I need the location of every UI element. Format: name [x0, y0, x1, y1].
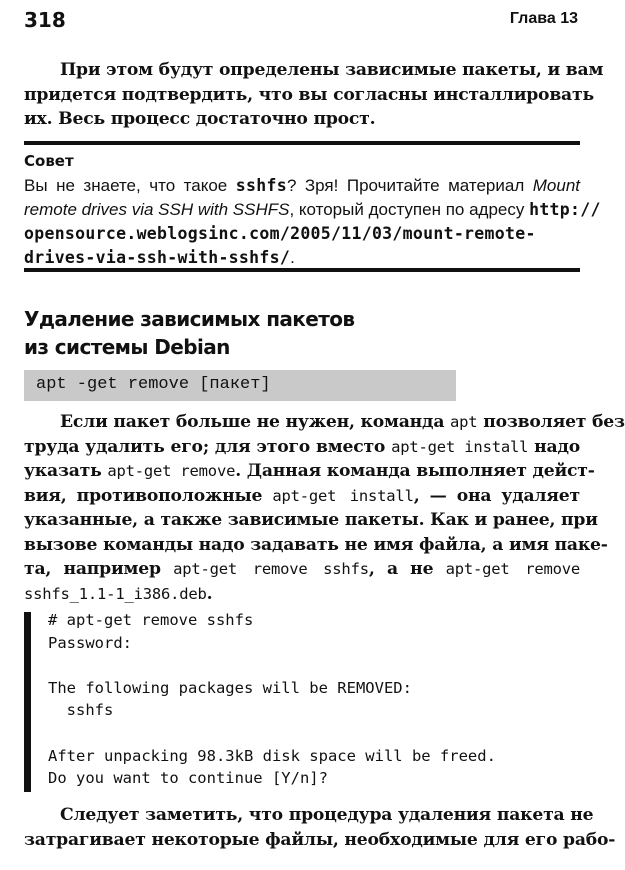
text-line: [24, 58, 604, 83]
terminal-line: # apt-get remove sshfs: [48, 611, 254, 629]
text-fragment: .: [206, 583, 213, 604]
text-fragment: Вы не знаете, что такое: [24, 176, 236, 195]
text-line: [24, 198, 601, 222]
text-fragment: труда удалить его; для этого вместо: [24, 436, 392, 457]
terminal-line: Password:: [48, 633, 132, 652]
code-fragment: apt-get install: [391, 437, 529, 456]
code-fragment: apt-get remove: [445, 560, 580, 578]
text-line: [24, 459, 595, 484]
code-fragment: drives-via-ssh-with-sshfs/: [24, 248, 291, 267]
code-fragment: apt-get remove sshfs: [173, 560, 369, 578]
text-line: [24, 435, 580, 460]
text-fragment: Если пакет больше не нужен, команда: [60, 412, 451, 432]
terminal-line: [48, 722, 496, 745]
text-line: [24, 83, 594, 108]
command-syntax: apt -get remove [пакет]: [36, 375, 271, 394]
page-number: 318: [24, 8, 66, 32]
text-line: [24, 508, 598, 533]
code-fragment: apt-get remove: [107, 462, 236, 480]
text-line: [24, 582, 580, 607]
text-line: [24, 557, 580, 582]
terminal-line: [48, 654, 496, 677]
text-fragment: надо: [528, 436, 580, 457]
terminal-line: The following packages will be REMOVED:: [48, 678, 412, 697]
text-fragment: затрагивает некоторые файлы, необходимые для его рабо-: [24, 829, 616, 850]
terminal-output: [48, 609, 496, 790]
code-fragment: sshfs_1.1-1_i386.deb: [24, 584, 207, 603]
text-fragment: . Данная команда выполняет дейст-: [235, 461, 595, 481]
text-line: [24, 410, 625, 435]
text-fragment: , — она удаляет: [413, 485, 580, 506]
tip-text: [24, 174, 601, 270]
text-fragment: ? Зря! Прочитайте материал: [286, 176, 533, 195]
text-fragment: указанные, а также зависимые пакеты. Как и ранее, при: [24, 510, 598, 530]
code-fragment: apt: [450, 413, 478, 431]
text-line: [24, 222, 580, 246]
heading-line: из системы Debian: [24, 335, 230, 359]
text-line: [24, 533, 608, 558]
tip-bottom-rule: [24, 268, 580, 272]
text-fragment: вызове команды надо задавать не имя файла, а имя паке-: [24, 534, 608, 555]
chapter-label: Глава 13: [509, 10, 578, 27]
text-fragment: позволяет без: [477, 412, 625, 432]
code-fragment: http://: [529, 200, 601, 219]
terminal-line: sshfs: [48, 701, 114, 720]
text-fragment: Mount: [532, 176, 581, 195]
terminal-line: After unpacking 98.3kB disk space will be freed.: [48, 746, 496, 765]
intro-paragraph: [24, 58, 604, 132]
text-fragment: их. Весь процесс достаточно прост.: [24, 109, 376, 129]
text-line: [24, 828, 616, 853]
text-fragment: вия, противоположные: [24, 485, 273, 506]
text-line: [24, 246, 580, 270]
code-block-bar: [24, 612, 31, 792]
code-fragment: sshfs: [235, 176, 287, 195]
code-fragment: apt-get install: [272, 486, 414, 505]
section-heading: [24, 305, 354, 361]
body-paragraph: [24, 410, 625, 606]
text-fragment: .: [290, 248, 295, 267]
tip-top-rule: [24, 141, 580, 145]
text-fragment: указать: [24, 461, 108, 481]
text-fragment: remote drives via SSH with SSHFS: [24, 200, 290, 219]
heading-line: Удаление зависимых пакетов: [24, 307, 355, 331]
text-line: [24, 107, 580, 132]
text-line: [24, 484, 580, 509]
tip-title: Совет: [24, 152, 74, 170]
text-line: [24, 803, 594, 828]
command-syntax-box: [24, 370, 456, 401]
closing-paragraph: [24, 803, 616, 852]
terminal-line: Do you want to continue [Y/n]?: [48, 769, 328, 788]
text-fragment: Следует заметить, что процедура удаления пакета не: [60, 805, 594, 825]
text-fragment: , а не: [368, 559, 446, 579]
code-fragment: opensource.weblogsinc.com/2005/11/03/mount-remote-: [24, 224, 536, 243]
text-fragment: При этом будут определены зависимые пакеты, и вам: [60, 60, 604, 80]
text-fragment: та, например: [24, 559, 174, 579]
text-fragment: придется подтвердить, что вы согласны инсталлировать: [24, 84, 594, 105]
text-fragment: , который доступен по адресу: [289, 200, 530, 219]
text-line: [24, 174, 580, 198]
